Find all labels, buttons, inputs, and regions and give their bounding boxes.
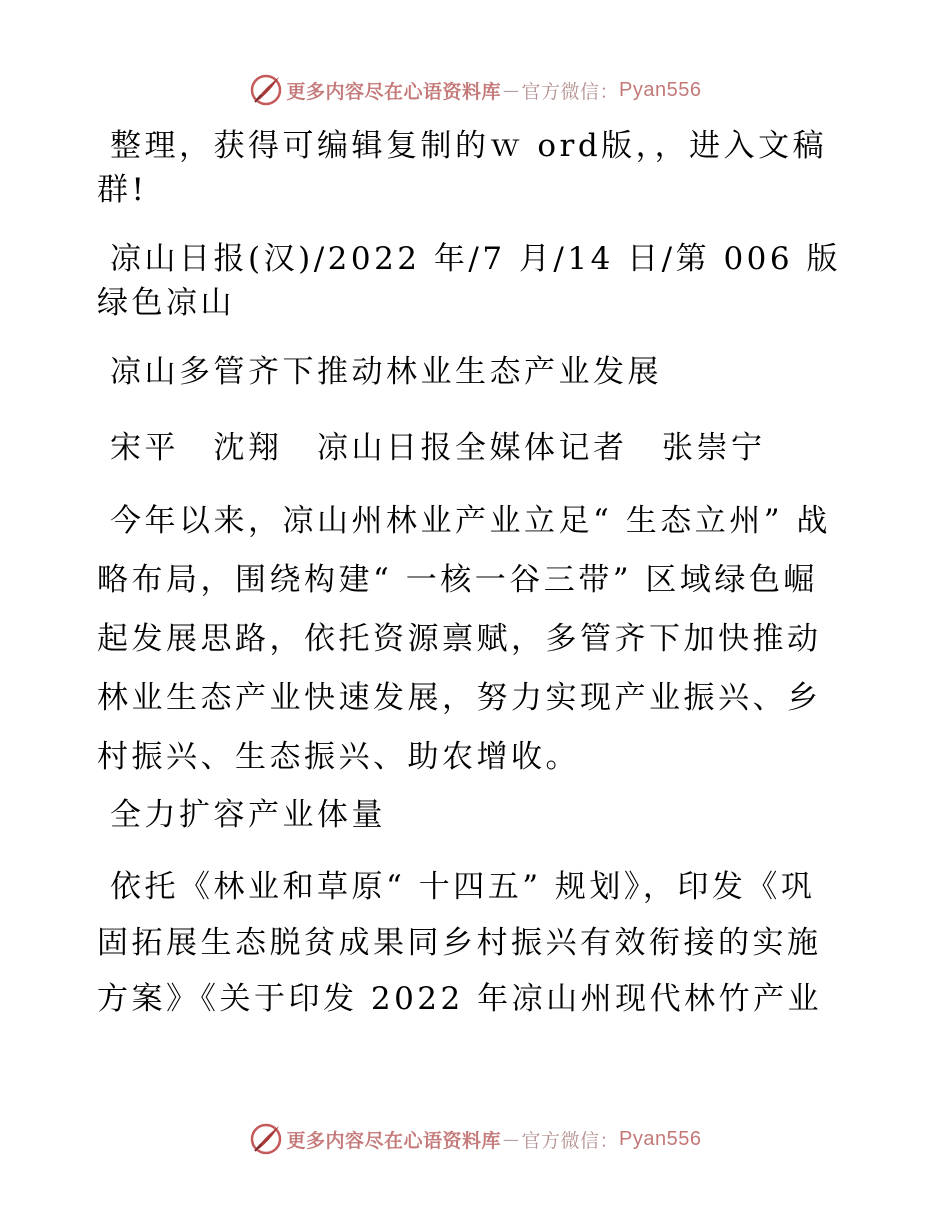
header-banner	[0, 70, 950, 110]
body-paragraph-1: 今年以来，凉山州林业产业立足“ 生态立州” 战略布局，围绕构建“ 一核一谷三带” 区域绿色崛起发展思路，依托资源禀赋，多管齐下加快推动林业生态产业快速发展，努力实现产业振兴、乡村振兴、生态振兴、助农增收。	[97, 503, 831, 775]
banner-separator: —	[503, 80, 520, 100]
banner-wechat-id: Pyan556	[619, 78, 702, 101]
banner-main-text: 更多内容尽在心语资料库	[286, 80, 502, 103]
banner-separator: —	[503, 1129, 520, 1149]
body-paragraph-2: 依托《林业和草原“ 十四五” 规划》，印发《巩固拓展生态脱贫成果同乡村振兴有效衔接的实施方案》《关于印发 2022 年凉山州现代林竹产业	[97, 869, 823, 1017]
intro-paragraph: 整理，获得可编辑复制的ｗ ord版，，进入文稿群!	[97, 128, 828, 208]
quill-logo-icon	[249, 1122, 283, 1156]
article-title: 凉山多管齐下推动林业生态产业发展	[110, 354, 662, 390]
source-line: 凉山日报(汉)/2022 年/7 月/14 日/第 006 版绿色凉山	[97, 241, 841, 321]
banner-official-label: 官方微信：	[521, 80, 620, 103]
document-body	[97, 124, 849, 1033]
byline: 宋平 沈翔 凉山日报全媒体记者 张崇宁	[110, 430, 766, 466]
banner-wechat-id: Pyan556	[619, 1127, 702, 1150]
quill-logo-icon	[249, 73, 283, 107]
banner-official-label: 官方微信：	[521, 1129, 620, 1152]
footer-banner	[0, 1119, 950, 1159]
banner-main-text: 更多内容尽在心语资料库	[286, 1129, 502, 1152]
section-heading: 全力扩容产业体量	[110, 797, 386, 833]
